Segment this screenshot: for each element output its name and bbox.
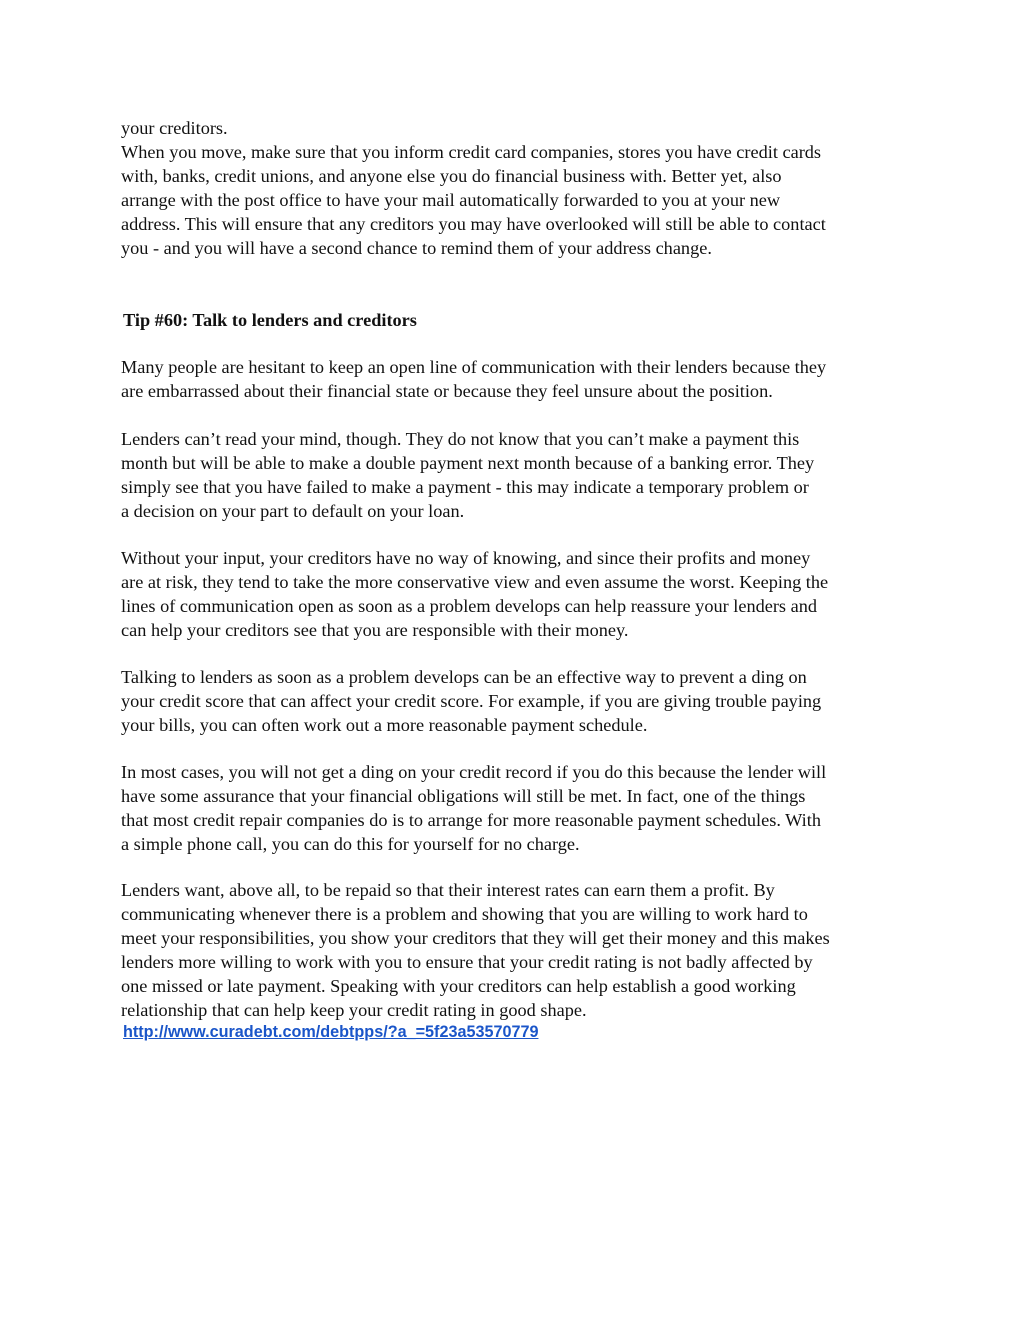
paragraph-5: In most cases, you will not get a ding on your credit record if you do this because the lender will have some assurance that your financial obligations will still be met. In fact, one of the things that most credit repair companies do is to arrange for more reasonable payment schedules. With a simple phone call, you can do this for yourself for no charge. (121, 762, 827, 854)
intro-paragraph: your creditors. When you move, make sure that you inform credit card companies, stores you have credit cards with, banks, credit unions, and anyone else you do financial business with. Better yet, also arrange with the post office to have your mail automatically forwarded to you at your new address. This will ensure that any creditors you may have overlooked will still be able to contact you - and you will have a second chance to remind them of your address change. (121, 118, 826, 258)
section-heading: Tip #60: Talk to lenders and creditors (123, 310, 417, 330)
paragraph-4: Talking to lenders as soon as a problem develops can be an effective way to prevent a ding on your credit score that can affect your credit score. For example, if you are giving trouble paying your bills, you can often work out a more reasonable payment schedule. (121, 667, 822, 735)
curadebt-link[interactable]: http://www.curadebt.com/debtpps/?a_=5f23a53570779 (123, 1023, 539, 1041)
paragraph-1: Many people are hesitant to keep an open line of communication with their lenders because they are embarrassed about their financial state or because they feel unsure about the position. (121, 357, 827, 401)
paragraph-2: Lenders can’t read your mind, though. They do not know that you can’t make a payment this month but will be able to make a double payment next month because of a banking error. They simply see that you have failed to make a payment - this may indicate a temporary problem or a decision on your part to default on your loan. (121, 429, 815, 521)
paragraph-3: Without your input, your creditors have no way of knowing, and since their profits and money are at risk, they tend to take the more conservative view and even assume the worst. Keeping the lines of communication open as soon as a problem develops can help reassure your lenders and can help your creditors see that you are responsible with their money. (121, 548, 829, 640)
paragraph-6: Lenders want, above all, to be repaid so that their interest rates can earn them a profit. By communicating whenever there is a problem and showing that you are willing to work hard to meet your responsibilities, you show your creditors that they will get their money and this makes lenders more willing to work with you to ensure that your credit rating is not badly affected by one missed or late payment. Speaking with your creditors can help establish a good working relationship that can help keep your credit rating in good shape. (121, 880, 830, 1020)
